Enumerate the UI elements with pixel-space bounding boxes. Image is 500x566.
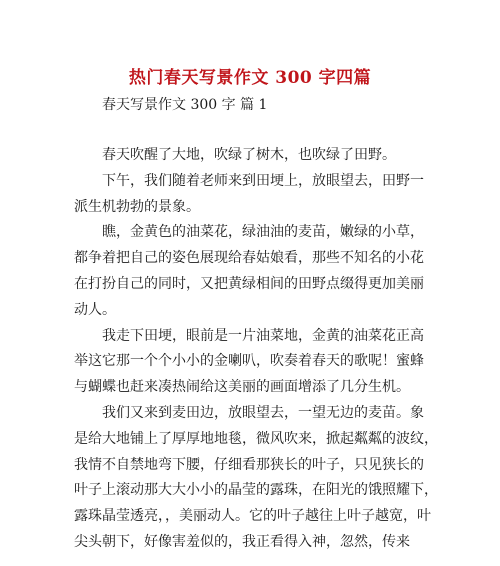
text-line: 我情不自禁地弯下腰，仔细看那狭长的叶子，只见狭长的 — [74, 456, 424, 473]
text-line: 是给大地铺上了厚厚地地毯，微风吹来，掀起粼粼的波纹， — [74, 430, 438, 447]
text-line: 瞧，金黄色的油菜花，绿油油的麦苗，嫩绿的小草， — [102, 224, 424, 241]
text-line: 与蝴蝶也赶来凑热闹给这美丽的画面增添了几分生机。 — [74, 379, 410, 396]
text-line: 都争着把自己的姿色展现给春姑娘看，那些不知名的小花 — [74, 250, 424, 267]
document-title: 热门春天写景作文 300 字四篇 — [128, 68, 372, 88]
text-line: 下午，我们随着老师来到田埂上，放眼望去，田野一 — [102, 172, 424, 189]
text-line: 举这它那一个个小小的金喇叭，吹奏着春天的歌呢！蜜蜂 — [74, 353, 424, 370]
text-line: 在打扮自己的同时，又把黄绿相间的田野点缀得更加美丽 — [74, 275, 424, 292]
text-line: 我们又来到麦田边，放眼望去，一望无边的麦苗。象 — [102, 404, 424, 421]
text-line: 露珠晶莹透亮，，美丽动人。它的叶子越往上叶子越宽，叶 — [74, 508, 431, 525]
text-line: 派生机勃勃的景象。 — [74, 198, 200, 215]
text-line: 动人。 — [74, 301, 116, 318]
text-line: 春天吹醒了大地，吹绿了树木，也吹绿了田野。 — [102, 147, 396, 163]
text-line: 我走下田埂，眼前是一片油菜地，金黄的油菜花正高 — [102, 327, 424, 344]
text-line: 叶子上滚动那大大小小的晶莹的露珠，在阳光的饿照耀下， — [74, 482, 438, 499]
document-subtitle: 春天写景作文 300 字 篇 1 — [102, 97, 268, 113]
text-line: 尖头朝下，好像害羞似的，我正看得入神，忽然，传来 — [74, 533, 410, 550]
document-body — [74, 143, 438, 556]
